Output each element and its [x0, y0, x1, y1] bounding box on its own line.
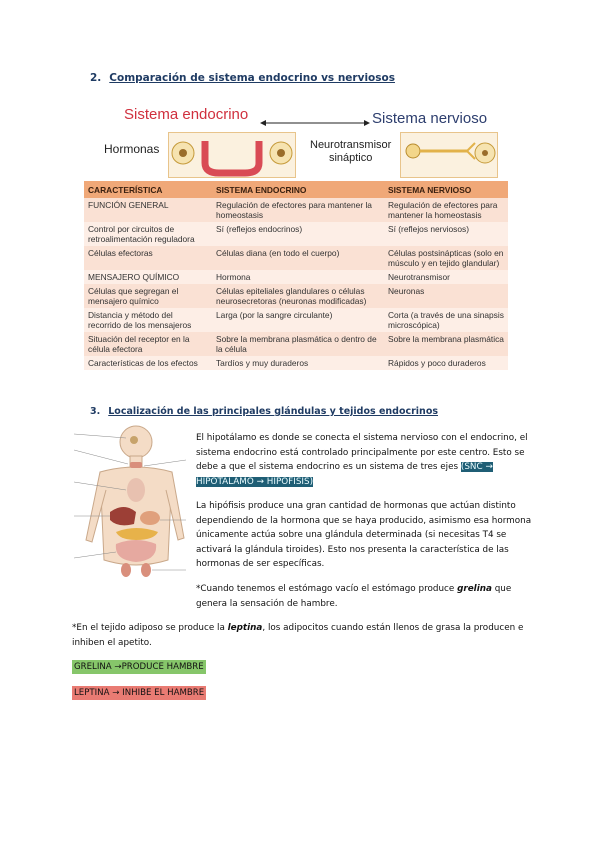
section-number: 2.	[90, 72, 102, 84]
table-cell: Sobre la membrana plasmática	[384, 332, 508, 356]
endocrine-glands-figure	[70, 420, 190, 610]
table-row	[84, 284, 508, 308]
leptin-tag: LEPTINA → INHIBE EL HAMBRE	[74, 688, 205, 698]
section-number: 3.	[90, 406, 101, 417]
ghrelin-paragraph: *Cuando tenemos el estómago vacío el estómago produce grelina que genera la sensación de hambre.	[196, 584, 512, 609]
endocrine-illustration	[168, 132, 296, 178]
table-cell: Células que segregan el mensajero químico	[84, 284, 212, 308]
endocrine-system-label: Sistema endocrino	[124, 106, 249, 123]
table-cell: Larga (por la sangre circulante)	[212, 308, 384, 332]
table-cell: Rápidos y poco duraderos	[384, 356, 508, 370]
table-row	[84, 198, 508, 222]
table-cell: Neurotransmisor	[384, 270, 508, 284]
table-cell: Sí (reflejos endocrinos)	[212, 222, 384, 246]
table-row	[84, 308, 508, 332]
table-cell: MENSAJERO QUÍMICO	[84, 270, 212, 284]
nervous-system-label: Sistema nervioso	[372, 110, 488, 127]
table-cell: Tardíos y muy duraderos	[212, 356, 384, 370]
table-row	[84, 332, 508, 356]
ghrelin-tag: GRELINA →PRODUCE HAMBRE	[74, 662, 204, 672]
pituitary-paragraph: La hipófisis produce una gran cantidad de hormonas que actúan distinto dependiendo de la hormona que se haya producido, asimismo esa hormona únicamente actúa sobre una glándula determinada (si necesitas T4 se activará la glándula tiroides). Esto nos presenta la característica de las hormonas de ser específicas.	[196, 501, 532, 569]
table-cell: Células epiteliales glandulares o células neurosecretoras (neuronas modificadas)	[212, 284, 384, 308]
table-cell: Situación del receptor en la célula efectora	[84, 332, 212, 356]
axis-highlight: (SNC → HIPOTÁLAMO → HIPÓFISIS)	[196, 462, 493, 487]
table-row	[84, 246, 508, 270]
section-title: Localización de las principales glándulas y tejidos endocrinos	[108, 406, 438, 417]
comparison-table	[84, 181, 508, 370]
double-arrow-icon	[260, 118, 370, 128]
table-cell: Células postsinápticas (solo en músculo y en tejido glandular)	[384, 246, 508, 270]
table-cell: Regulación de efectores para mantener la homeostasis	[384, 198, 508, 222]
table-cell: Distancia y método del recorrido de los mensajeros	[84, 308, 212, 332]
table-cell: Sobre la membrana plasmática o dentro de la célula	[212, 332, 384, 356]
table-cell: Células efectoras	[84, 246, 212, 270]
table-header-row	[84, 181, 508, 198]
table-cell: FUNCIÓN GENERAL	[84, 198, 212, 222]
table-cell: Hormona	[212, 270, 384, 284]
endocrine-vs-nervous-diagram	[100, 104, 500, 180]
section-title: Comparación de sistema endocrino vs nerviosos	[109, 72, 395, 84]
table-cell: Corta (a través de una sinapsis microscópica)	[384, 308, 508, 332]
table-row	[84, 222, 508, 246]
column-header: CARACTERÍSTICA	[84, 181, 212, 198]
leptin-paragraph: *En el tejido adiposo se produce la leptina, los adipocitos cuando están llenos de grasa la producen e inhiben el apetito.	[72, 623, 524, 648]
table-row	[84, 356, 508, 370]
column-header: SISTEMA ENDOCRINO	[212, 181, 384, 198]
table-cell: Control por circuitos de retroalimentación reguladora	[84, 222, 212, 246]
hormone-cells-icon	[169, 133, 295, 177]
section-3-heading	[90, 406, 438, 417]
hypothalamus-paragraph: El hipotálamo es donde se conecta el sistema nervioso con el endocrino, el sistema endocrino está controlado principalmente por este centro. Esto se debe a que el sistema endocrino es un sistema de tres ejes (SNC → HIPOTÁLAMO → HIPÓFISIS)	[196, 433, 528, 487]
table-cell: Neuronas	[384, 284, 508, 308]
column-header: SISTEMA NERVIOSO	[384, 181, 508, 198]
neuron-icon	[401, 133, 497, 177]
neurotransmitter-label: Neurotransmisor sináptico	[310, 139, 392, 164]
section-2-heading	[90, 72, 395, 84]
table-row	[84, 270, 508, 284]
table-cell: Sí (reflejos nerviosos)	[384, 222, 508, 246]
table-cell: Características de los efectos	[84, 356, 212, 370]
nervous-illustration	[400, 132, 498, 178]
table-cell: Células diana (en todo el cuerpo)	[212, 246, 384, 270]
table-cell: Regulación de efectores para mantener la homeostasis	[212, 198, 384, 222]
hormones-label: Hormonas	[104, 142, 160, 156]
